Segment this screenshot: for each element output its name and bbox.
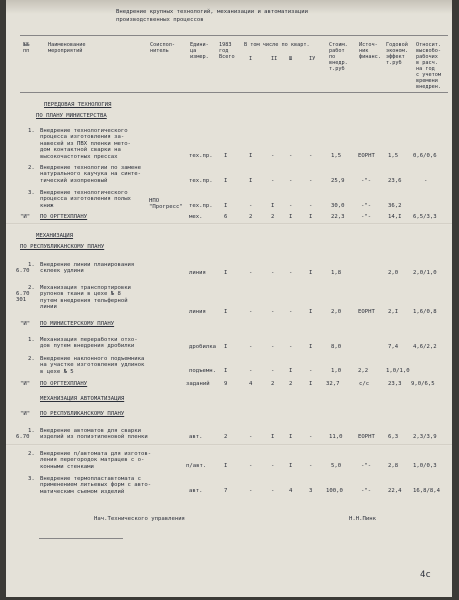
- row-unit: линия: [189, 309, 206, 315]
- row-q1: -: [249, 488, 253, 494]
- row-cost: 2,0: [331, 309, 342, 315]
- row-effect: 2,I: [388, 309, 399, 315]
- row-year: I: [224, 178, 228, 184]
- row-name: Внедрение технологического процесса изготовления полых книж: [40, 190, 131, 209]
- row-cost: 25,9: [331, 178, 345, 184]
- row-effect: 22,4: [388, 488, 402, 494]
- row-workers: 2,0/1,0: [413, 270, 437, 276]
- section-republican-plan: ПО РЕСПУБЛИКАНСКОМУ ПЛАНУ: [20, 244, 105, 250]
- header-number: №№ пп: [23, 42, 30, 54]
- row-q1: -: [249, 203, 253, 209]
- row-workers: 0,6/0,6: [413, 153, 437, 159]
- row-workers: -: [424, 178, 428, 184]
- row-q2: -: [271, 153, 275, 159]
- row-cost: 22,3: [331, 214, 345, 220]
- row-year: 2: [224, 434, 228, 440]
- row-year: I: [224, 344, 228, 350]
- document-sheet: [6, 0, 452, 597]
- row-q4: I: [309, 214, 313, 220]
- row-q2: -: [271, 309, 275, 315]
- row-q3: I: [289, 463, 293, 469]
- row-unit: тех.пр.: [189, 178, 213, 184]
- section-advanced-technology: ПЕРЕДОВАЯ ТЕХНОЛОГИЯ: [44, 102, 112, 108]
- row-unit: п/авт.: [186, 463, 207, 469]
- header-quarters-title: В том числе по кварт.: [244, 42, 310, 48]
- header-executor: Соиспол- нитель: [150, 42, 175, 54]
- row-number: 1.: [28, 262, 35, 268]
- row-number: 2.: [28, 165, 35, 171]
- row-q4: -: [309, 368, 313, 374]
- row-unit: мех.: [189, 214, 203, 220]
- row-year: 9: [224, 381, 228, 387]
- row-q2: -: [271, 488, 275, 494]
- row-number: 1.: [28, 428, 35, 434]
- row-q4: -: [309, 434, 313, 440]
- section-ministry-plan: ПО ПЛАНУ МИНИСТЕРСТВА: [36, 113, 107, 119]
- row-workers: 6,5/3,3: [413, 214, 437, 220]
- row-q3: -: [289, 153, 293, 159]
- header-top-rule: [20, 35, 448, 36]
- row-q2: -: [271, 344, 275, 350]
- row-cost: 1,5: [331, 153, 342, 159]
- doc-title-line1: Внедрение крупных технологий, механизации и автоматизации: [116, 9, 308, 15]
- row-unit: дробилка: [189, 344, 216, 350]
- row-name: Механизация транспортировки рулонов ткани в цехе № 8 путем внедрения тельферной линии: [40, 285, 131, 311]
- handwritten-mark: 4с: [420, 570, 431, 580]
- row-effect: 2,0: [388, 270, 399, 276]
- row-q2: -: [271, 463, 275, 469]
- summary-marker: "И": [20, 411, 31, 417]
- row-cost: 1,0: [331, 368, 342, 374]
- row-q1: -: [249, 434, 253, 440]
- row-workers: 2,3/3,9: [413, 434, 437, 440]
- row-workers: 4,6/2,2: [413, 344, 437, 350]
- row-q1: -: [249, 463, 253, 469]
- section-ministerial-plan: ПО МИНИСТЕРСКОМУ ПЛАНУ: [40, 321, 115, 327]
- summary-name: ПО ОРГТЕХПЛАНУ: [40, 214, 88, 220]
- header-cost: Стоим. работ по внедр. т.руб: [329, 42, 348, 72]
- section-mechanization: МЕХАНИЗАЦИЯ: [36, 233, 74, 239]
- row-number: 3.: [28, 190, 35, 196]
- row-effect: 14,I: [388, 214, 402, 220]
- row-effect: 36,2: [388, 203, 402, 209]
- row-year: I: [224, 270, 228, 276]
- row-q4: -: [309, 203, 313, 209]
- row-name: Внедрение термопластавтомата с применением литьевых форм с авто- матическим съемом изделий: [40, 476, 152, 495]
- row-q1: -: [249, 309, 253, 315]
- header-q3: Ш: [289, 56, 293, 62]
- row-q1: -: [249, 368, 253, 374]
- row-number: 1.: [28, 128, 35, 134]
- row-effect: 23,3: [388, 381, 402, 387]
- row-q4: I: [309, 270, 313, 276]
- row-source: -"-: [361, 463, 372, 469]
- summary-marker: "И": [20, 321, 31, 327]
- row-number: 2.: [28, 451, 35, 457]
- header-workers: Относит. высвобо- рабочих в расч. на год с учетом времени внедрен.: [416, 42, 441, 90]
- row-year: 6: [224, 214, 228, 220]
- header-source: Источ- ник финанс.: [359, 42, 381, 60]
- row-cost: 100,0: [326, 488, 343, 494]
- paper-crease: [6, 223, 452, 225]
- row-q1: 4: [249, 381, 253, 387]
- row-q3: -: [289, 309, 293, 315]
- row-effect: 6,3: [388, 434, 399, 440]
- row-workers: 16,8/8,4: [413, 488, 440, 494]
- row-executor: 6.70 301: [16, 291, 30, 304]
- row-q4: -: [309, 153, 313, 159]
- row-q2: I: [271, 203, 275, 209]
- row-q3: -: [289, 178, 293, 184]
- row-year: I: [224, 153, 228, 159]
- row-q4: I: [309, 309, 313, 315]
- row-q1: I: [249, 153, 253, 159]
- row-name: Внедрение автоматов для сварки изделий из полиэтиленовой пленки: [40, 428, 148, 441]
- row-number: 1.: [28, 337, 35, 343]
- footer-rule: [39, 538, 123, 539]
- row-source: ЕОРНТ: [358, 434, 375, 440]
- row-cost: 8,0: [331, 344, 342, 350]
- summary-marker: "И": [20, 214, 31, 220]
- row-q3: 2: [289, 381, 293, 387]
- row-executor: НПО "Прогресс": [149, 198, 183, 211]
- row-source: ЕОРНТ: [358, 309, 375, 315]
- row-unit: линия: [189, 270, 206, 276]
- row-q3: 4: [289, 488, 293, 494]
- row-q2: -: [271, 368, 275, 374]
- section-republican-plan-2: ПО РЕСПУБЛИКАНСКОМУ ПЛАНУ: [40, 411, 125, 417]
- row-q1: -: [249, 270, 253, 276]
- row-q4: -: [309, 178, 313, 184]
- row-q3: I: [289, 368, 293, 374]
- row-q1: -: [249, 344, 253, 350]
- row-year: I: [224, 203, 228, 209]
- row-unit: авт.: [189, 434, 203, 440]
- row-q2: -: [271, 178, 275, 184]
- row-q3: I: [289, 434, 293, 440]
- row-q3: -: [289, 270, 293, 276]
- header-name: Наименование мероприятий: [48, 42, 86, 54]
- row-q2: -: [271, 270, 275, 276]
- row-cost: 11,0: [329, 434, 343, 440]
- row-effect: 23,6: [388, 178, 402, 184]
- row-name: Внедрение технологического процесса изготовления за- навесей из ПВХ пленки мето- дом контактной сварки на высокочастотных прессах: [40, 128, 131, 160]
- row-q2: I: [271, 434, 275, 440]
- row-unit: подъемн.: [189, 368, 216, 374]
- header-year-total: 1983 год Всего: [219, 42, 235, 60]
- row-q3: -: [289, 344, 293, 350]
- row-q2: 2: [271, 381, 275, 387]
- row-q4: 3: [309, 488, 313, 494]
- row-q4: I: [309, 344, 313, 350]
- header-effect: Годовой эконом. эффект т.руб: [386, 42, 408, 66]
- header-q2: II: [271, 56, 278, 62]
- header-q4: IУ: [309, 56, 316, 62]
- row-q4: -: [309, 463, 313, 469]
- row-source: -"-: [361, 178, 372, 184]
- row-workers: 1,6/0,8: [413, 309, 437, 315]
- row-q1: I: [249, 178, 253, 184]
- doc-title-line2: производственных процессов: [116, 17, 204, 23]
- row-q2: 2: [271, 214, 275, 220]
- section-automation: МЕХАНИЗАЦИЯ АВТОМАТИЗАЦИЯ: [40, 396, 125, 402]
- row-number: 2.: [28, 285, 35, 291]
- summary-marker: "И": [20, 381, 31, 387]
- row-unit: тех.пр.: [189, 203, 213, 209]
- row-executor: 6.70: [16, 434, 30, 440]
- row-workers: 9,0/6,5: [411, 381, 435, 387]
- row-source: -"-: [361, 488, 372, 494]
- summary-name: ПО ОРГТЕХПЛАНУ: [40, 381, 88, 387]
- row-source: -"-: [361, 214, 372, 220]
- row-name: Внедрение линии планирования склеек удлини: [40, 262, 135, 275]
- row-cost: 32,7: [326, 381, 340, 387]
- footer-signer-title: Нач.Технического управления: [94, 516, 185, 522]
- row-name: Механизация переработки отхо- дов путем внедрения дробилки: [40, 337, 138, 350]
- row-number: 3.: [28, 476, 35, 482]
- row-q3: I: [289, 214, 293, 220]
- row-cost: 5,0: [331, 463, 342, 469]
- row-source: с/с: [359, 381, 370, 387]
- row-source: 2,2: [358, 368, 369, 374]
- row-unit: авт.: [189, 488, 203, 494]
- header-unit: Едини- ца измер.: [190, 42, 209, 60]
- row-cost: 1,8: [331, 270, 342, 276]
- row-unit: тех.пр.: [189, 153, 213, 159]
- row-q3: -: [289, 203, 293, 209]
- footer-signer-name: Н.Н.Пинк: [349, 516, 376, 522]
- row-workers: 1,0/0,3: [413, 463, 437, 469]
- row-effect: 1,5: [388, 153, 399, 159]
- header-q1: I: [249, 56, 253, 62]
- row-year: 7: [224, 488, 228, 494]
- row-executor: 6.70: [16, 268, 30, 274]
- row-name: Внедрение наклонного подъемника на участке изготовления удлинок в цехе № 5: [40, 356, 145, 375]
- row-name: Внедрение технологии по замене натурального каучука на синте- тический изопреновый: [40, 165, 142, 184]
- row-number: 2.: [28, 356, 35, 362]
- row-source: -"-: [361, 203, 372, 209]
- paper-crease: [6, 444, 452, 446]
- row-source: ЕОРНТ: [358, 153, 375, 159]
- header-bottom-rule: [20, 92, 448, 93]
- row-year: I: [224, 368, 228, 374]
- row-cost: 30,0: [331, 203, 345, 209]
- row-effect: 1,0/1,0: [386, 368, 410, 374]
- row-q1: 2: [249, 214, 253, 220]
- row-effect: 2,8: [388, 463, 399, 469]
- row-name: Внедрение п/автомата для изготов- ления перегородок матрацев с о- конными стенками: [40, 451, 152, 470]
- row-unit: заданий: [186, 381, 210, 387]
- row-effect: 7,4: [388, 344, 399, 350]
- row-year: I: [224, 309, 228, 315]
- row-q4: I: [309, 381, 313, 387]
- row-year: I: [224, 463, 228, 469]
